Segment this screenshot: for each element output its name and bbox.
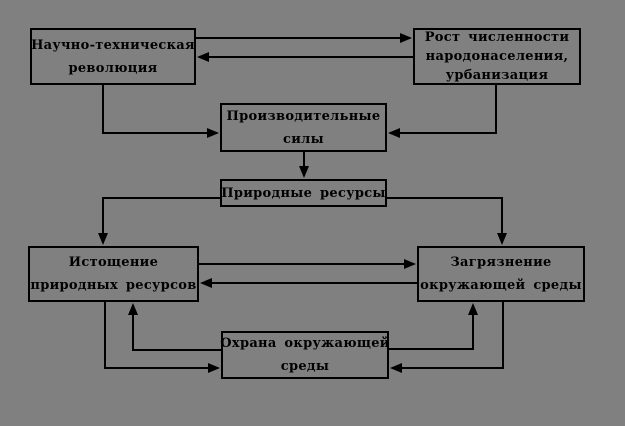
node-zagr [417, 246, 585, 302]
node-proizv-label-line: Производительные [226, 108, 381, 124]
node-rost [413, 28, 581, 85]
node-istosh [28, 246, 199, 302]
node-ohrana-label-line: Охрана окружающей [220, 336, 390, 351]
node-zagr-label-line: окружающей среды [420, 278, 582, 293]
edge-ohrana-to-zagr [389, 305, 473, 349]
node-prirod [220, 179, 387, 207]
node-rost-label-line: Рост численности [424, 30, 570, 45]
node-proizv [220, 103, 387, 152]
edge-istosh-to-ohrana [105, 302, 218, 368]
edge-rost-to-proizv [390, 85, 496, 133]
edge-zagr-to-ohrana [392, 302, 503, 368]
node-ntr-label-line: Научно-техническая [31, 37, 195, 53]
node-ntr [30, 28, 196, 85]
node-zagr-label-line: Загрязнение [450, 255, 552, 270]
node-proizv-label-line: силы [283, 131, 324, 147]
node-rost-label-line: народонаселения, [425, 49, 569, 64]
node-prirod-label-line: Природные ресурсы [221, 185, 386, 201]
edge-prirod-to-zagr [387, 198, 502, 243]
node-ntr-label-line: революция [68, 60, 158, 76]
node-ohrana [221, 331, 389, 379]
node-ohrana-label-line: среды [280, 359, 330, 374]
node-istosh-label-line: природных ресурсов [30, 278, 197, 293]
edge-prirod-to-istosh [103, 198, 220, 243]
node-rost-label-line: урбанизация [445, 68, 549, 83]
edge-ntr-to-proizv [103, 85, 217, 133]
edge-ohrana-to-istosh [133, 305, 221, 350]
node-istosh-label-line: Истощение [68, 255, 159, 270]
